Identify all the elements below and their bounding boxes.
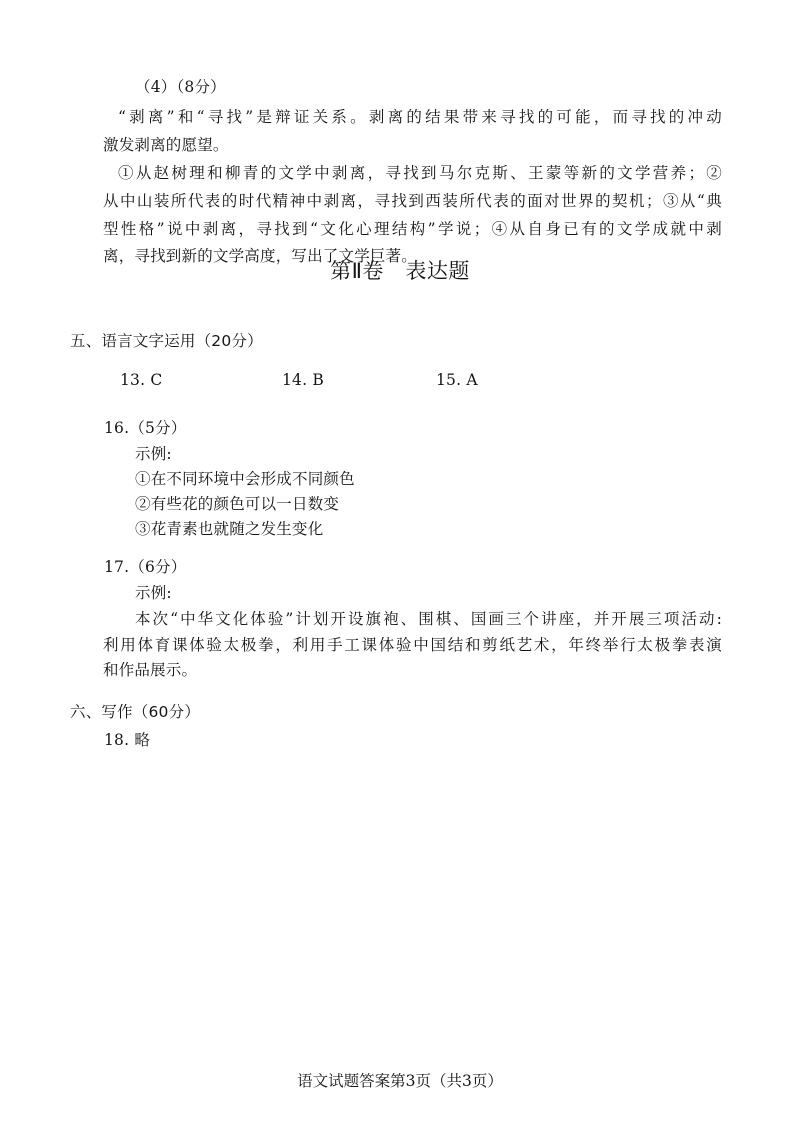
q4-paragraph1-line1: “剥离”和“寻找”是辩证关系。剥离的结果带来寻找的可能，而寻找的冲动 — [118, 108, 722, 126]
q18-answer: 18. 略 — [104, 731, 151, 749]
q16-item-3: ③花青素也就随之发生变化 — [135, 520, 324, 538]
q17-example-label: 示例: — [135, 584, 172, 602]
answer-15: 15. A — [436, 371, 478, 389]
q16-item-1: ①在不同环境中会形成不同颜色 — [135, 470, 355, 488]
q17-line-1: 本次“中华文化体验”计划开设旗袍、围棋、国画三个讲座，并开展三项活动: — [135, 610, 722, 628]
volume-title: 第Ⅱ卷 表达题 — [330, 259, 470, 283]
q16-example-label: 示例: — [135, 445, 172, 463]
q16-item-2: ②有些花的颜色可以一日数变 — [135, 495, 340, 513]
q17-heading: 17.（6分） — [104, 558, 187, 576]
answer-14: 14. B — [282, 371, 324, 389]
q4-paragraph2-line2: 从中山装所代表的时代精神中剥离，寻找到西装所代表的面对世界的契机；③从“典 — [103, 192, 722, 210]
section5-heading: 五、语言文字运用（20分） — [70, 332, 263, 350]
page-footer: 语文试题答案第3页（共3页） — [297, 1072, 503, 1090]
q17-line-3: 和作品展示。 — [103, 661, 198, 679]
q4-paragraph2-line3: 型性格”说中剥离，寻找到“文化心理结构”学说；④从自身已有的文学成就中剥 — [103, 220, 722, 238]
answer-13: 13. C — [120, 371, 163, 389]
q4-paragraph2-line1: ①从赵树理和柳青的文学中剥离，寻找到马尔克斯、王蒙等新的文学营养；② — [118, 164, 722, 182]
section6-heading: 六、写作（60分） — [70, 703, 201, 721]
q16-heading: 16.（5分） — [104, 419, 187, 437]
q4-heading: （4）（8分） — [135, 78, 226, 96]
q17-line-2: 利用体育课体验太极拳，利用手工课体验中国结和剪纸艺术，年终举行太极拳表演 — [103, 636, 722, 654]
q4-paragraph2-line4: 离，寻找到新的文学高度，写出了文学巨著。 — [103, 247, 418, 265]
q4-paragraph1-line2: 激发剥离的愿望。 — [103, 136, 229, 154]
